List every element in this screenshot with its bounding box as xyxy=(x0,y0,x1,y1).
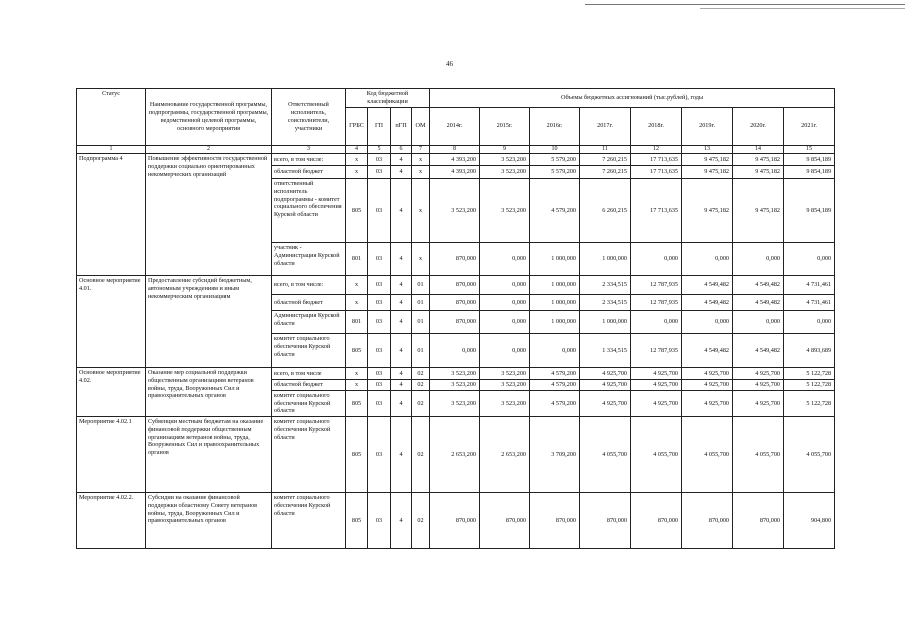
cell-value: 904,800 xyxy=(784,493,835,549)
cell-value: 7 260,215 xyxy=(580,154,631,166)
budget-table xyxy=(76,88,835,549)
cell-value: 4 055,700 xyxy=(784,417,835,493)
row-responsible: областной бюджет xyxy=(272,166,346,179)
cell-value: 3 523,200 xyxy=(480,154,530,166)
cell-value: 0,000 xyxy=(784,243,835,276)
cell-value: 4 549,482 xyxy=(682,295,733,311)
cell-om: 02 xyxy=(412,368,430,380)
row-status: Подпрограмма 4 xyxy=(77,154,146,276)
cell-value: 5 579,200 xyxy=(530,154,580,166)
cell-value: 4 055,700 xyxy=(580,417,631,493)
cell-pgp: 4 xyxy=(391,179,412,243)
cell-pgp: 4 xyxy=(391,417,412,493)
header-budget-code: Код бюджетной классификации xyxy=(346,89,430,108)
cell-gp: 03 xyxy=(368,493,391,549)
row-responsible: комитет социального обеспечения Курской области xyxy=(272,493,346,549)
cell-om: 02 xyxy=(412,390,430,416)
table-row xyxy=(77,276,835,295)
row-status: Основное мероприятие 4.01. xyxy=(77,276,146,368)
cell-value: 9 475,182 xyxy=(733,179,784,243)
row-status: Мероприятие 4.02.2. xyxy=(77,493,146,549)
cell-value: 12 787,935 xyxy=(631,334,682,368)
cell-value: 0,000 xyxy=(430,334,480,368)
cell-gp: 03 xyxy=(368,334,391,368)
cell-value: 4 925,700 xyxy=(733,390,784,416)
cell-om: x xyxy=(412,166,430,179)
cell-value: 870,000 xyxy=(430,243,480,276)
cell-value: 1 334,515 xyxy=(580,334,631,368)
cell-grbs: 805 xyxy=(346,179,368,243)
row-responsible: ответственный исполнитель подпрограммы - комитет социального обеспечения Курской области xyxy=(272,179,346,243)
cell-pgp: 4 xyxy=(391,154,412,166)
cell-value: 870,000 xyxy=(733,493,784,549)
cell-value: 12 787,935 xyxy=(631,295,682,311)
row-responsible: комитет социального обеспечения Курской области xyxy=(272,334,346,368)
cell-value: 870,000 xyxy=(631,493,682,549)
header-status: Статус xyxy=(77,89,146,146)
row-responsible: областной бюджет xyxy=(272,295,346,311)
column-number: 8 xyxy=(430,145,480,154)
cell-value: 4 925,700 xyxy=(580,390,631,416)
row-name: Субсидии на оказание финансовой поддержки областному Совету ветеранов войны, труда, Вооруженных Сил и правоохранительных органов xyxy=(146,493,272,549)
row-responsible: комитет социального обеспечения Курской области xyxy=(272,390,346,416)
cell-value: 9 475,182 xyxy=(733,166,784,179)
cell-value: 0,000 xyxy=(631,311,682,334)
cell-value: 0,000 xyxy=(480,295,530,311)
cell-value: 17 713,635 xyxy=(631,179,682,243)
cell-pgp: 4 xyxy=(391,390,412,416)
cell-value: 9 854,189 xyxy=(784,166,835,179)
row-name: Субвенции местным бюджетам на оказание финансовой поддержки общественным организациям ветеранов войны, труда, Вооруженных Сил и правоохранительных органов xyxy=(146,417,272,493)
cell-pgp: 4 xyxy=(391,276,412,295)
cell-grbs: 805 xyxy=(346,390,368,416)
cell-value: 2 334,515 xyxy=(580,276,631,295)
column-number: 1 xyxy=(77,145,146,154)
cell-value: 1 000,000 xyxy=(530,243,580,276)
cell-gp: 03 xyxy=(368,295,391,311)
cell-value: 1 000,000 xyxy=(530,311,580,334)
cell-value: 4 731,461 xyxy=(784,295,835,311)
cell-value: 4 055,700 xyxy=(733,417,784,493)
cell-grbs: x xyxy=(346,380,368,391)
cell-om: 02 xyxy=(412,417,430,493)
table-row xyxy=(77,493,835,549)
header-name: Наименование государственной программы, подпрограммы, государственной программы, ведомственной целевой программы, основного мероприятия xyxy=(146,89,272,146)
cell-om: 01 xyxy=(412,295,430,311)
header-year: 2018г. xyxy=(631,107,682,145)
column-number: 11 xyxy=(580,145,631,154)
cell-grbs: 801 xyxy=(346,311,368,334)
cell-value: 4 925,700 xyxy=(682,380,733,391)
page-number: 46 xyxy=(446,60,453,68)
row-responsible: всего, в том числе: xyxy=(272,276,346,295)
cell-value: 6 260,215 xyxy=(580,179,631,243)
header-responsible: Ответственный исполнитель, соисполнители, участники xyxy=(272,89,346,146)
cell-value: 870,000 xyxy=(480,493,530,549)
row-responsible: всего, в том числе xyxy=(272,368,346,380)
cell-value: 4 893,689 xyxy=(784,334,835,368)
row-name: Предоставление субсидий бюджетным, автономным учреждениям и иным некоммерческим организациям xyxy=(146,276,272,368)
cell-value: 3 709,200 xyxy=(530,417,580,493)
column-number-row xyxy=(77,145,835,154)
row-responsible: всего, в том числе: xyxy=(272,154,346,166)
cell-value: 1 000,000 xyxy=(530,295,580,311)
column-number: 4 xyxy=(346,145,368,154)
cell-om: 01 xyxy=(412,334,430,368)
cell-om: 02 xyxy=(412,493,430,549)
cell-value: 17 713,635 xyxy=(631,154,682,166)
cell-pgp: 4 xyxy=(391,311,412,334)
cell-value: 9 475,182 xyxy=(682,166,733,179)
cell-value: 4 579,200 xyxy=(530,368,580,380)
cell-gp: 03 xyxy=(368,276,391,295)
column-number: 12 xyxy=(631,145,682,154)
cell-pgp: 4 xyxy=(391,295,412,311)
cell-om: x xyxy=(412,179,430,243)
cell-value: 9 854,189 xyxy=(784,154,835,166)
cell-value: 7 260,215 xyxy=(580,166,631,179)
column-number: 7 xyxy=(412,145,430,154)
row-responsible: областной бюджет xyxy=(272,380,346,391)
cell-value: 4 925,700 xyxy=(682,390,733,416)
column-number: 2 xyxy=(146,145,272,154)
cell-grbs: 801 xyxy=(346,243,368,276)
cell-value: 4 925,700 xyxy=(733,368,784,380)
cell-pgp: 4 xyxy=(391,368,412,380)
cell-value: 4 549,482 xyxy=(682,334,733,368)
cell-grbs: 805 xyxy=(346,334,368,368)
cell-value: 4 549,482 xyxy=(682,276,733,295)
table-row xyxy=(77,368,835,380)
column-number: 15 xyxy=(784,145,835,154)
cell-grbs: 805 xyxy=(346,417,368,493)
cell-pgp: 4 xyxy=(391,166,412,179)
cell-gp: 03 xyxy=(368,390,391,416)
cell-value: 12 787,935 xyxy=(631,276,682,295)
cell-grbs: 805 xyxy=(346,493,368,549)
header-year: 2019г. xyxy=(682,107,733,145)
scan-edge-line xyxy=(700,8,905,9)
cell-grbs: x xyxy=(346,276,368,295)
header-gp: ГП xyxy=(368,107,391,145)
cell-gp: 03 xyxy=(368,179,391,243)
cell-pgp: 4 xyxy=(391,243,412,276)
cell-value: 4 393,200 xyxy=(430,166,480,179)
cell-value: 2 653,200 xyxy=(430,417,480,493)
cell-gp: 03 xyxy=(368,417,391,493)
cell-value: 4 549,482 xyxy=(733,295,784,311)
cell-value: 2 334,515 xyxy=(580,295,631,311)
cell-value: 3 523,200 xyxy=(430,368,480,380)
cell-value: 1 000,000 xyxy=(580,311,631,334)
cell-grbs: x xyxy=(346,166,368,179)
cell-value: 4 579,200 xyxy=(530,380,580,391)
cell-value: 1 000,000 xyxy=(530,276,580,295)
cell-grbs: x xyxy=(346,154,368,166)
cell-value: 870,000 xyxy=(430,311,480,334)
cell-om: 01 xyxy=(412,276,430,295)
cell-value: 0,000 xyxy=(682,243,733,276)
column-number: 5 xyxy=(368,145,391,154)
cell-om: x xyxy=(412,154,430,166)
cell-value: 4 731,461 xyxy=(784,276,835,295)
cell-om: x xyxy=(412,243,430,276)
row-responsible: комитет социального обеспечения Курской области xyxy=(272,417,346,493)
cell-value: 4 925,700 xyxy=(682,368,733,380)
cell-value: 4 925,700 xyxy=(580,368,631,380)
cell-value: 9 475,182 xyxy=(682,154,733,166)
cell-value: 0,000 xyxy=(733,243,784,276)
cell-value: 5 122,728 xyxy=(784,390,835,416)
cell-value: 3 523,200 xyxy=(480,179,530,243)
column-number: 13 xyxy=(682,145,733,154)
header-year: 2020г. xyxy=(733,107,784,145)
cell-pgp: 4 xyxy=(391,380,412,391)
cell-value: 0,000 xyxy=(682,311,733,334)
cell-value: 0,000 xyxy=(784,311,835,334)
cell-value: 0,000 xyxy=(480,243,530,276)
cell-value: 870,000 xyxy=(580,493,631,549)
cell-value: 4 055,700 xyxy=(682,417,733,493)
cell-value: 4 925,700 xyxy=(631,390,682,416)
cell-pgp: 4 xyxy=(391,493,412,549)
row-responsible: участник - Администрация Курской области xyxy=(272,243,346,276)
cell-gp: 03 xyxy=(368,311,391,334)
cell-gp: 03 xyxy=(368,380,391,391)
cell-value: 0,000 xyxy=(480,276,530,295)
cell-value: 3 523,200 xyxy=(430,390,480,416)
cell-value: 1 000,000 xyxy=(580,243,631,276)
cell-grbs: x xyxy=(346,368,368,380)
cell-value: 4 393,200 xyxy=(430,154,480,166)
cell-om: 01 xyxy=(412,311,430,334)
row-name: Оказание мер социальной поддержки общественным организациям ветеранов войны, труда, Вооруженных Сил и правоохранительных органов xyxy=(146,368,272,417)
cell-value: 2 653,200 xyxy=(480,417,530,493)
cell-value: 870,000 xyxy=(682,493,733,549)
cell-value: 4 055,700 xyxy=(631,417,682,493)
cell-gp: 03 xyxy=(368,368,391,380)
cell-value: 3 523,200 xyxy=(480,390,530,416)
column-number: 14 xyxy=(733,145,784,154)
cell-value: 5 579,200 xyxy=(530,166,580,179)
header-volumes: Объемы бюджетных ассигнований (тыс.рублей), годы xyxy=(430,89,835,108)
header-grbs: ГРБС xyxy=(346,107,368,145)
cell-value: 17 713,635 xyxy=(631,166,682,179)
cell-value: 4 925,700 xyxy=(733,380,784,391)
cell-value: 0,000 xyxy=(480,311,530,334)
column-number: 10 xyxy=(530,145,580,154)
cell-value: 870,000 xyxy=(430,276,480,295)
cell-gp: 03 xyxy=(368,154,391,166)
cell-value: 3 523,200 xyxy=(430,179,480,243)
cell-gp: 03 xyxy=(368,243,391,276)
column-number: 6 xyxy=(391,145,412,154)
cell-value: 870,000 xyxy=(530,493,580,549)
header-om: ОМ xyxy=(412,107,430,145)
header-pgp: пГП xyxy=(391,107,412,145)
cell-value: 4 925,700 xyxy=(580,380,631,391)
row-status: Основное мероприятие 4.02. xyxy=(77,368,146,417)
cell-gp: 03 xyxy=(368,166,391,179)
cell-value: 0,000 xyxy=(530,334,580,368)
cell-value: 4 579,200 xyxy=(530,390,580,416)
row-status: Мероприятие 4.02.1 xyxy=(77,417,146,493)
header-year: 2021г. xyxy=(784,107,835,145)
column-number: 3 xyxy=(272,145,346,154)
cell-value: 4 579,200 xyxy=(530,179,580,243)
scan-edge-line xyxy=(585,4,905,5)
cell-pgp: 4 xyxy=(391,334,412,368)
row-name: Повышение эффективности государственной поддержки социально ориентированных некоммерческих организаций xyxy=(146,154,272,276)
table-row xyxy=(77,154,835,166)
cell-grbs: x xyxy=(346,295,368,311)
header-year: 2014г. xyxy=(430,107,480,145)
cell-value: 3 523,200 xyxy=(430,380,480,391)
cell-value: 3 523,200 xyxy=(480,368,530,380)
cell-value: 5 122,728 xyxy=(784,368,835,380)
cell-value: 9 854,189 xyxy=(784,179,835,243)
column-number: 9 xyxy=(480,145,530,154)
cell-value: 870,000 xyxy=(430,295,480,311)
cell-value: 9 475,182 xyxy=(733,154,784,166)
table-row xyxy=(77,417,835,493)
cell-value: 4 549,482 xyxy=(733,334,784,368)
cell-value: 0,000 xyxy=(480,334,530,368)
cell-value: 4 925,700 xyxy=(631,368,682,380)
cell-om: 02 xyxy=(412,380,430,391)
cell-value: 0,000 xyxy=(733,311,784,334)
cell-value: 3 523,200 xyxy=(480,166,530,179)
header-year: 2016г. xyxy=(530,107,580,145)
header-year: 2015г. xyxy=(480,107,530,145)
cell-value: 3 523,200 xyxy=(480,380,530,391)
cell-value: 9 475,182 xyxy=(682,179,733,243)
cell-value: 4 549,482 xyxy=(733,276,784,295)
cell-value: 5 122,728 xyxy=(784,380,835,391)
cell-value: 870,000 xyxy=(430,493,480,549)
cell-value: 0,000 xyxy=(631,243,682,276)
header-year: 2017г. xyxy=(580,107,631,145)
row-responsible: Администрация Курской области xyxy=(272,311,346,334)
cell-value: 4 925,700 xyxy=(631,380,682,391)
